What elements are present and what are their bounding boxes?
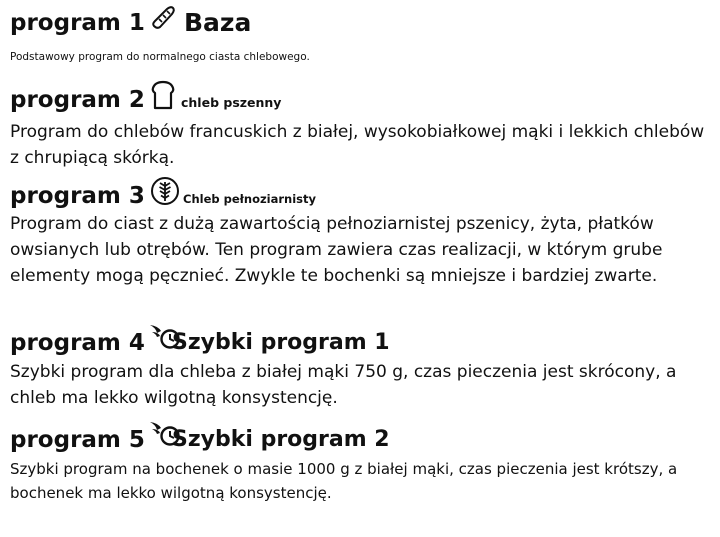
- program-4-header: [10, 330, 145, 356]
- program-1-label: program 1: [10, 10, 145, 36]
- program-3-label: program 3: [10, 183, 145, 209]
- program-3-header: [10, 183, 145, 209]
- program-5-label: program 5: [10, 427, 145, 453]
- program-5-name: Szybki program 2: [172, 427, 390, 452]
- program-2-label: program 2: [10, 87, 145, 113]
- program-2-name: chleb pszenny: [181, 95, 282, 110]
- baguette-icon: [150, 4, 178, 32]
- program-1-description: Podstawowy program do normalnego ciasta chlebowego.: [10, 51, 310, 63]
- program-4-name: Szybki program 1: [172, 330, 390, 355]
- program-5-header: [10, 427, 145, 453]
- bread-loaf-icon: [150, 80, 176, 110]
- program-5-description: Szybki program na bochenek o masie 1000 g z białej mąki, czas pieczenia jest krótszy, a bochenek ma lekko wilgotną konsystencję.: [10, 460, 678, 502]
- program-1-header: [10, 10, 145, 36]
- program-2-header: [10, 87, 145, 113]
- program-3-name: Chleb pełnoziarnisty: [183, 192, 317, 206]
- program-3-description: Program do ciast z dużą zawartością pełnoziarnistej pszenicy, żyta, płatków owsianych lub otrębów. Ten program zawiera czas realizacji, w którym grube elementy mogą pęcznieć. Zwykle te bochenki są mniejsze i bardziej zwarte.: [10, 214, 663, 286]
- program-2-description: Program do chlebów francuskich z białej, wysokobiałkowej mąki i lekkich chlebów z chrupiącą skórką.: [10, 122, 705, 168]
- program-1-name: Baza: [184, 8, 252, 37]
- program-4-description: Szybki program dla chleba z białej mąki 750 g, czas pieczenia jest skrócony, a chleb ma lekko wilgotną konsystencję.: [10, 362, 677, 408]
- wheat-ear-icon: [150, 176, 180, 206]
- program-4-label: program 4: [10, 330, 145, 356]
